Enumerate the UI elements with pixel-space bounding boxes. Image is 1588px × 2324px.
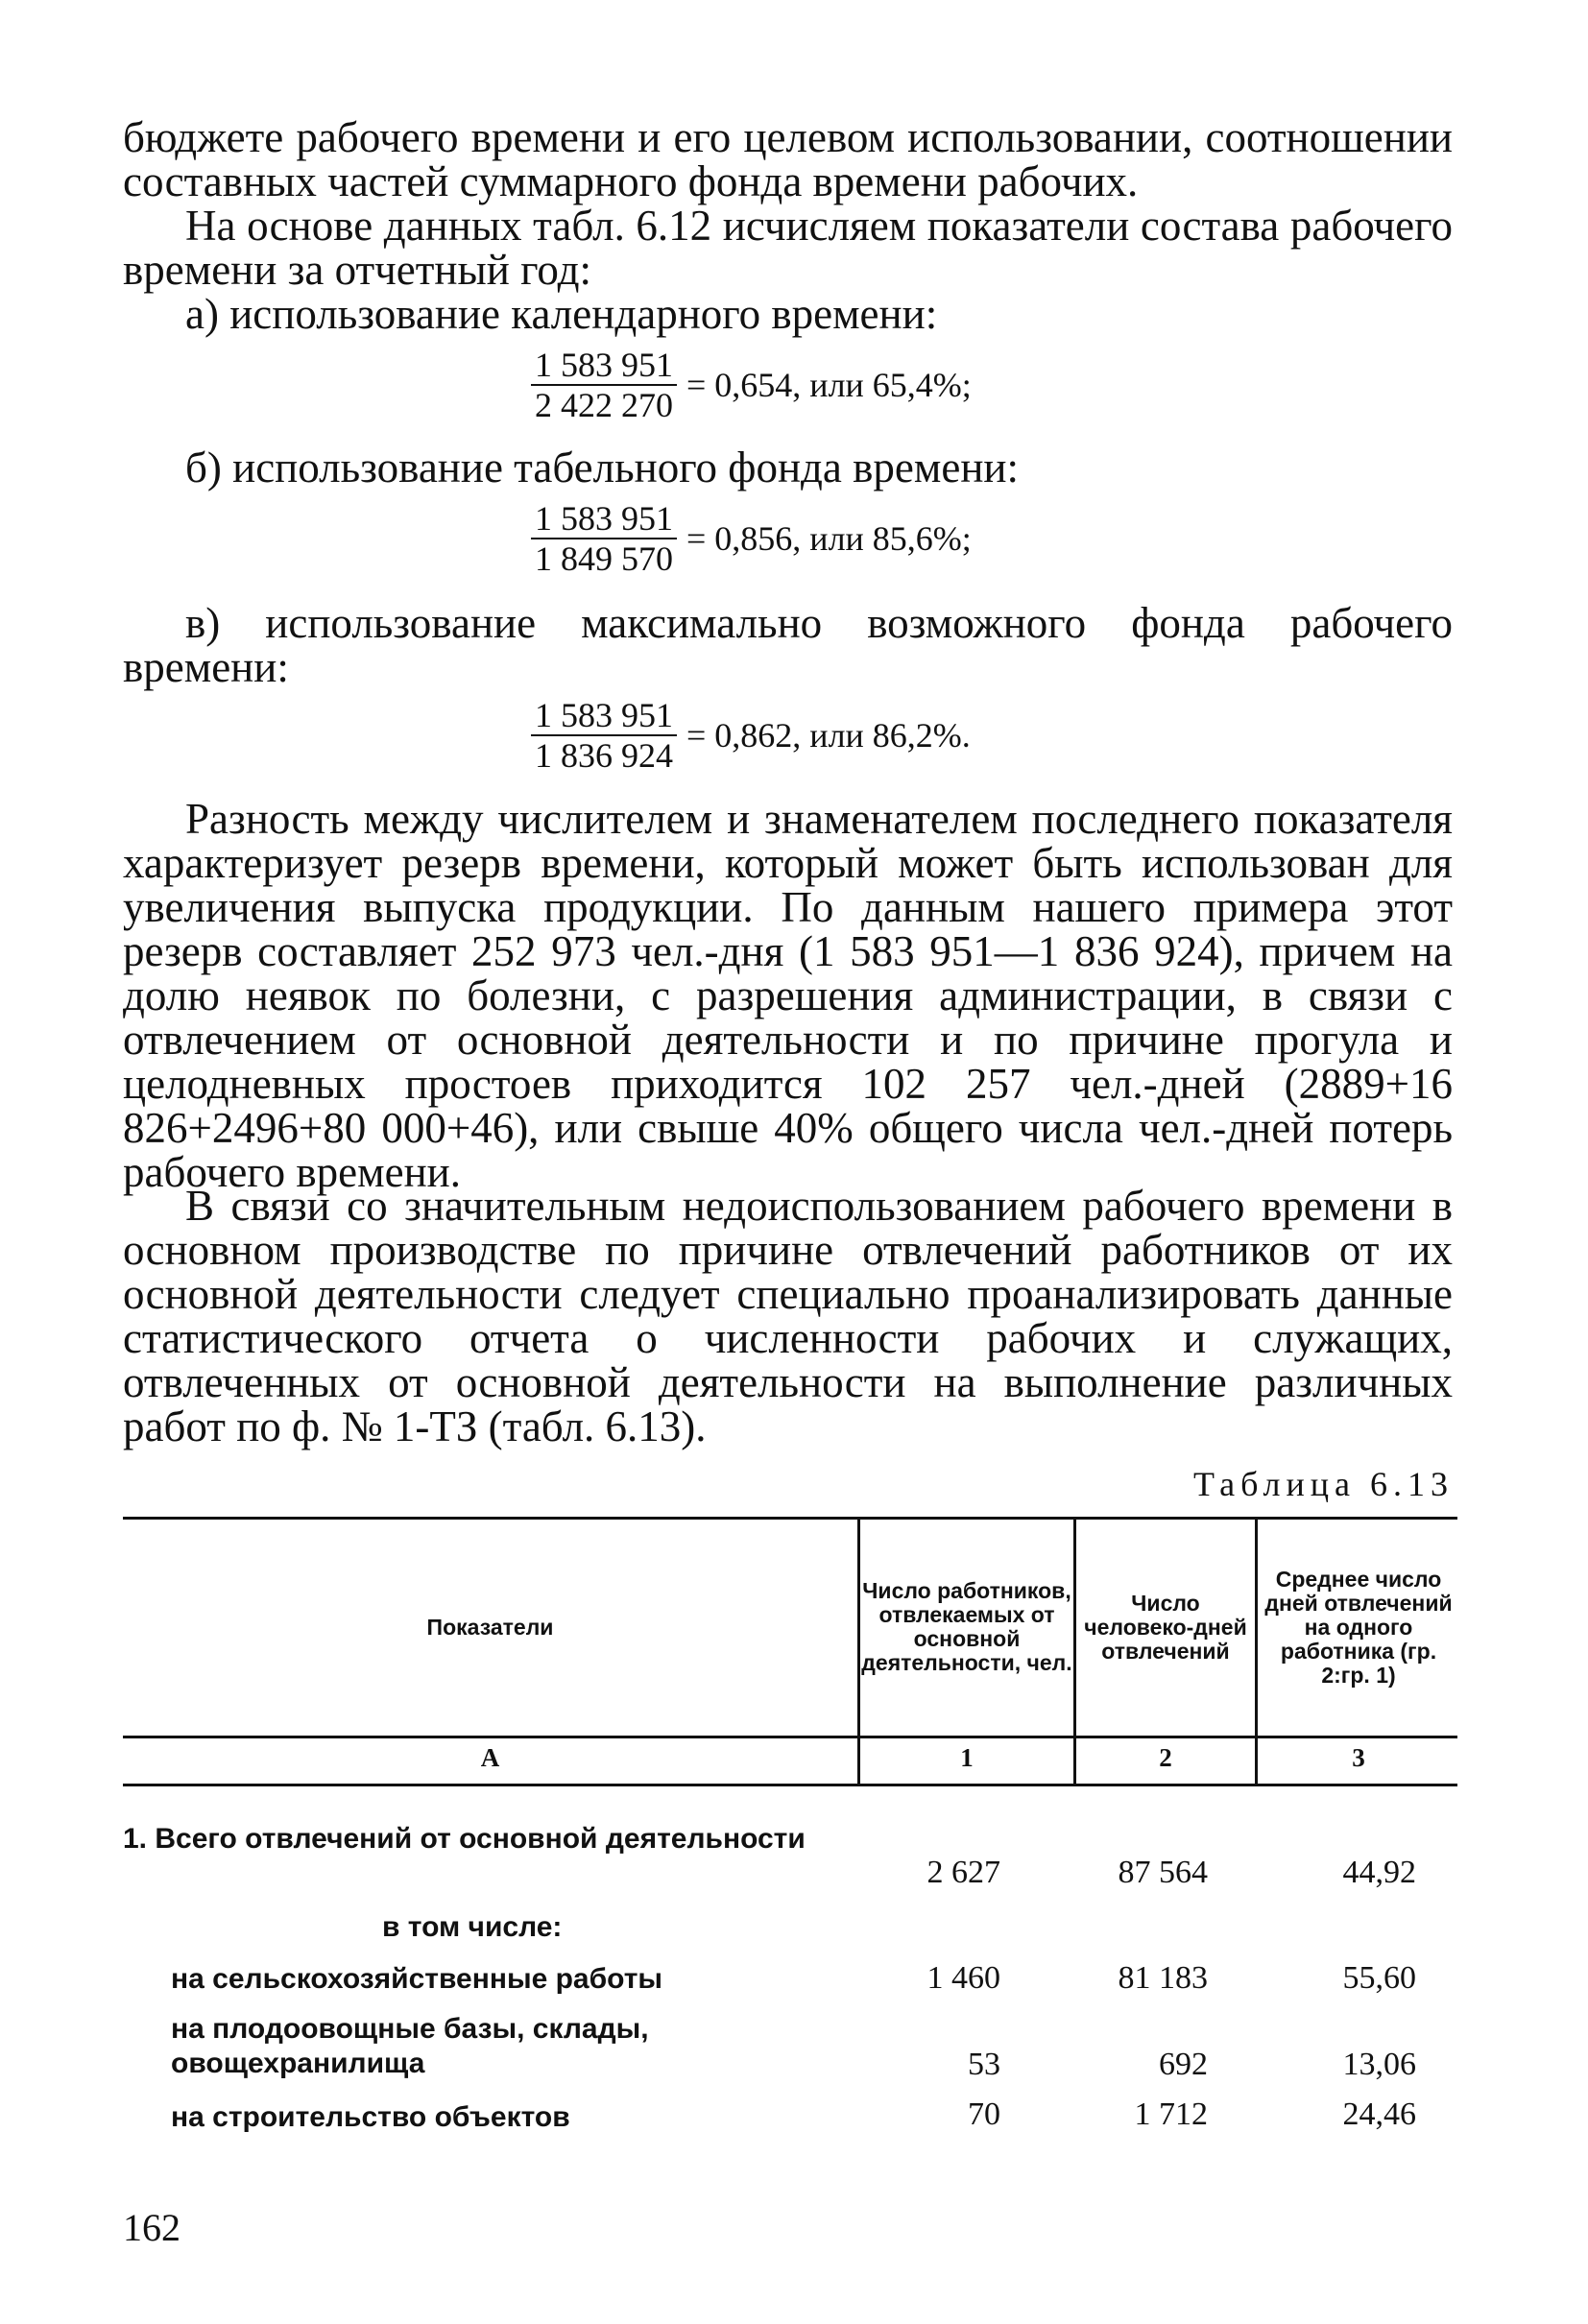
- table-caption: Таблица 6.13: [1193, 1465, 1454, 1503]
- cell-col3: 44,92: [1342, 1855, 1416, 1890]
- header-col3: Среднее число дней отвлечений на одного работника (гр. 2:гр. 1): [1264, 1566, 1453, 1688]
- header-col1: Число работников, отвлекаемых от основной деятельности, чел.: [861, 1578, 1072, 1675]
- fraction: [531, 696, 677, 775]
- item-a: а) использование календарного времени:: [185, 290, 938, 338]
- cell-col2: 1 712: [1134, 2096, 1208, 2132]
- header-indicators: Показатели: [426, 1614, 554, 1640]
- cell-col2: 81 183: [1118, 1960, 1208, 1996]
- formula-result: = 0,856, или 85,6%;: [686, 519, 972, 558]
- table-col-divider: [1073, 1519, 1076, 1785]
- cell-col1: 70: [968, 2096, 1000, 2132]
- cell-col2: 692: [1159, 2047, 1208, 2082]
- cell-col3: 55,60: [1342, 1960, 1416, 1996]
- paragraph-connection: В связи со значительным недоиспользованием рабочего времени в основном производстве по причине отвлечений работников от их основной деятельности следует специально проанализировать данные статистического отчета о численности рабочих и служащих, отвлеченных от основной деятельности на выполнение различных работ по ф. № 1-ТЗ (табл. 6.13).: [123, 1182, 1453, 1450]
- fraction: [531, 346, 677, 424]
- denominator: 1 849 570: [535, 539, 673, 578]
- paragraph-based: На основе данных табл. 6.12 исчисляем показатели состава рабочего времени за отчетный год:: [123, 202, 1453, 294]
- row-label: на сельскохозяйственные работы: [171, 1963, 663, 1995]
- denominator: 1 836 924: [535, 736, 673, 775]
- cell-col3: 24,46: [1342, 2096, 1416, 2132]
- formula-b: [531, 499, 972, 578]
- formula-result: = 0,862, или 86,2%.: [686, 716, 971, 755]
- paragraph-difference: Разность между числителем и знаменателем последнего показателя характеризует резерв времени, который может быть использован для увеличения выпуска продукции. По данным нашего примера этот резерв составляет 252 973 чел.-дня (1 583 951—1 836 924), причем на долю неявок по болезни, с разрешения администрации, в связи с отвлечением от основной деятельности и по причине прогула и целодневных простоев приходится 102 257 чел.-дней (2889+16 826+2496+80 000+46), или свыше 40% общего числа чел.-дней потерь рабочего времени.: [123, 795, 1453, 1196]
- row-label: в том числе:: [382, 1911, 563, 1943]
- row-label: 1. Всего отвлечений от основной деятельности: [123, 1823, 806, 1855]
- formula-a: [531, 346, 972, 424]
- numerator: 1 583 951: [531, 499, 677, 539]
- item-c: в) использование максимально возможного фонда рабочего времени:: [123, 599, 1453, 691]
- page-number: 162: [123, 2206, 180, 2249]
- cell-col2: 87 564: [1118, 1855, 1208, 1890]
- paragraph-intro: бюджете рабочего времени и его целевом использовании, соотношении составных частей суммарного фонда времени рабочих.: [123, 113, 1453, 205]
- header-col2: Число человеко-дней отвлечений: [1084, 1590, 1247, 1664]
- row-label: на плодоовощные базы, склады, овощехранилища: [171, 2013, 649, 2079]
- formula-c: [531, 696, 971, 775]
- numerator: 1 583 951: [531, 696, 677, 736]
- numerator: 1 583 951: [531, 346, 677, 386]
- cell-col1: 1 460: [926, 1960, 1000, 1996]
- column-number: 1: [960, 1743, 974, 1772]
- column-number: А: [480, 1743, 500, 1772]
- denominator: 2 422 270: [535, 386, 673, 424]
- row-label: на строительство объектов: [171, 2101, 570, 2133]
- column-number: 2: [1159, 1743, 1172, 1772]
- cell-col3: 13,06: [1342, 2047, 1416, 2082]
- formula-result: = 0,654, или 65,4%;: [686, 366, 972, 404]
- fraction: [531, 499, 677, 578]
- table-col-divider: [1255, 1519, 1258, 1785]
- column-number: 3: [1352, 1743, 1365, 1772]
- item-b: б) использование табельного фонда времени:: [185, 443, 1019, 491]
- cell-col1: 2 627: [926, 1855, 1000, 1890]
- cell-col1: 53: [968, 2047, 1000, 2082]
